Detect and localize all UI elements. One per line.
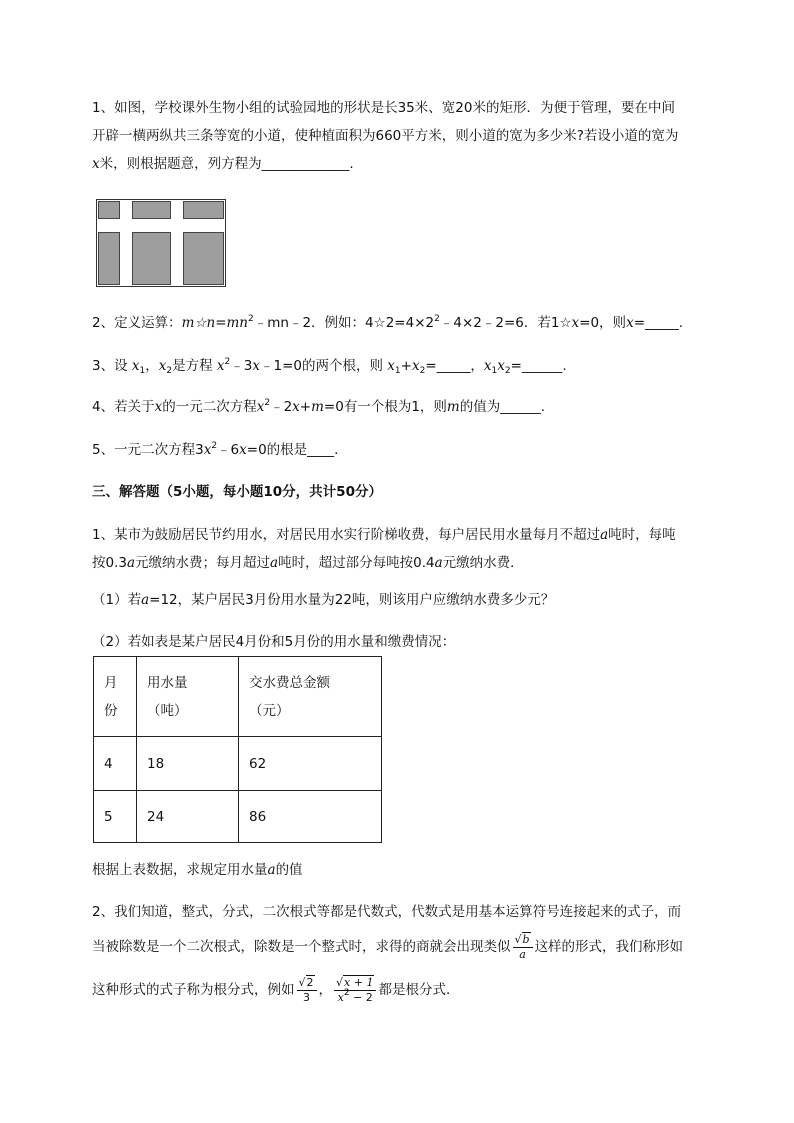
q2-end: =_____. xyxy=(633,315,684,331)
garden-plot xyxy=(132,201,171,219)
q3-sum-rest: =_____， xyxy=(425,358,484,374)
q3-mid: 是方程 xyxy=(172,358,213,374)
var-x: x xyxy=(497,358,505,374)
sqrt-sign: √b xyxy=(514,932,530,946)
p1-text: 的值 xyxy=(275,862,303,878)
p1-after xyxy=(92,856,742,884)
radicand: x + 1 xyxy=(344,975,374,989)
var-x: x xyxy=(256,399,265,415)
cell-month: 5 xyxy=(94,791,137,843)
q1-line3-text: 米，则根据题意，列方程为_____________. xyxy=(99,156,354,172)
var-a: a xyxy=(600,527,609,543)
radicand: 2 xyxy=(306,975,314,989)
q2-ex-rest: ﹣4×2﹣2=6．若1☆ xyxy=(439,315,572,331)
cell-usage: 24 xyxy=(137,791,239,843)
q2-mid: =0，则 xyxy=(579,315,627,331)
exp: 2 xyxy=(343,987,350,998)
fraction-sqrt-b-over-a xyxy=(513,933,533,962)
table-row xyxy=(94,737,382,791)
q2-def: m☆n=mn xyxy=(181,315,248,331)
garden-plot xyxy=(132,232,171,285)
table-cell xyxy=(137,657,239,737)
exp: 2 xyxy=(211,441,218,451)
question-5 xyxy=(92,436,742,464)
q3-eq-end: ﹣1=0的两个根，则 xyxy=(259,358,383,374)
q3-prefix: 3、设 xyxy=(92,358,128,374)
var-x: x xyxy=(216,358,225,374)
cell-fee: 86 xyxy=(239,791,382,843)
var-x: x xyxy=(626,315,634,331)
q5-prefix: 5、一元二次方程3 xyxy=(92,442,204,458)
var-x: x xyxy=(337,990,344,1004)
header-month: 月 xyxy=(104,674,118,691)
q2-def-rest: ﹣mn﹣2．例如：4☆2=4×2 xyxy=(253,315,435,331)
q5-end: =0的根是____. xyxy=(246,442,339,458)
var-x: x xyxy=(292,399,300,415)
denominator: a xyxy=(519,947,526,961)
q4-eq-end: =0有一个根为1，则 xyxy=(323,399,447,415)
var-m: m xyxy=(446,399,460,415)
table-header-row xyxy=(94,657,382,737)
q4-eq-rest: ﹣2 xyxy=(270,399,293,415)
q4-mid: 的一元二次方程 xyxy=(162,399,257,415)
garden-plot xyxy=(183,201,224,219)
comma: ， xyxy=(145,358,159,374)
p1-text: 按0.3 xyxy=(92,555,127,571)
p2-line1: 2、我们知道，整式，分式，二次根式等都是代数式，代数式是用基本运算符号连接起来的式子，而 xyxy=(92,904,682,920)
table-row xyxy=(94,791,382,843)
header-fee: 交水费总金额 xyxy=(249,674,330,691)
var-a: a xyxy=(126,555,136,571)
exp: 2 xyxy=(264,398,271,408)
sub: 1 xyxy=(139,366,146,376)
q1-line2: 开辟一横两纵共三条等宽的小道，使种植面积为660平方米，则小道的宽为多少米?若设小道的宽为 xyxy=(92,128,679,144)
cell-usage: 18 xyxy=(137,737,239,791)
var-m: m xyxy=(311,399,324,415)
garden-figure xyxy=(96,199,226,287)
denominator: 3 xyxy=(303,990,310,1004)
var-x: x xyxy=(92,156,100,172)
var-x: x xyxy=(203,442,212,458)
var-a: a xyxy=(141,592,150,608)
var-x: x xyxy=(239,442,247,458)
var-x: x xyxy=(411,358,420,374)
table-cell xyxy=(239,657,382,737)
water-table xyxy=(93,656,382,843)
p1-text: 元缴纳水费；每月超过 xyxy=(135,555,271,571)
exp: 2 xyxy=(248,314,254,324)
q3-prod-end: =______. xyxy=(510,358,567,374)
question-3: 3、设 $x_1$，$x_2$是方程 $x^2﹣3x﹣1=0$的两个根，则 $x_1+x_2=\_\_\_\_\_$，$x_1x_2=\_\_\_\_\_\_$. xyxy=(92,357,567,376)
table-cell xyxy=(94,657,137,737)
q1-line3 xyxy=(92,150,742,178)
question-4 xyxy=(92,393,742,421)
p1-line1 xyxy=(92,521,742,549)
p1-sub2: （2）若如表是某户居民4月份和5月份的用水量和缴费情况： xyxy=(92,634,456,650)
garden-plot xyxy=(98,201,120,219)
garden-plot xyxy=(98,232,120,285)
question-2 xyxy=(92,309,742,337)
sub: 2 xyxy=(504,366,511,376)
q1-line1: 1、如图，学校课外生物小组的试验园地的形状是长35米、宽20米的矩形．为便于管理，要在中间 xyxy=(92,100,675,116)
sqrt-sign: √x + 1 xyxy=(336,975,374,989)
sub: 1 xyxy=(394,366,401,376)
var-x: x xyxy=(483,358,492,374)
sqrt-sign: √2 xyxy=(298,975,314,989)
sub: 2 xyxy=(166,366,173,376)
var-x: x xyxy=(252,358,260,374)
fraction-sqrt-x-plus-1 xyxy=(334,976,376,1005)
var-x: x xyxy=(387,358,395,374)
p2-text: 这样的形式，我们称形如 xyxy=(534,939,684,955)
header-usage: 用水量 xyxy=(147,674,188,691)
exp: 2 xyxy=(224,357,231,367)
p1-text: 元缴纳水费． xyxy=(442,555,524,571)
var-a: a xyxy=(270,555,279,571)
var-a: a xyxy=(267,862,276,878)
p2-text: 都是根分式． xyxy=(378,982,460,998)
var-a: a xyxy=(434,555,443,571)
q2-prefix: 2、定义运算： xyxy=(92,315,182,331)
q4-end: 的值为______. xyxy=(459,399,546,415)
p2-text: ， xyxy=(318,982,333,998)
q3-eq-rest: ﹣3 xyxy=(230,358,253,374)
p1-text: =12，某户居民3月份用水量为22吨，则该用户应缴纳水费多少元？ xyxy=(149,592,555,608)
q4-prefix: 4、若关于 xyxy=(92,399,155,415)
var-x: x xyxy=(154,399,163,415)
fraction-sqrt2-over-3 xyxy=(297,976,317,1005)
problem-1 xyxy=(92,521,742,577)
cell-month: 4 xyxy=(94,737,137,791)
p1-text: 1、某市为鼓励居民节约用水，对居民用水实行阶梯收费，每户居民用水量每月不超过 xyxy=(92,527,601,543)
radicand: b xyxy=(522,932,530,946)
header-month: 份 xyxy=(104,702,118,719)
var-x: x xyxy=(571,315,580,331)
q5-mid: ﹣6 xyxy=(217,442,240,458)
denominator-rest: − 2 xyxy=(349,990,373,1004)
p2-line2 xyxy=(92,930,742,964)
p1-text: 吨时，每吨 xyxy=(608,527,676,543)
garden-plot xyxy=(183,232,224,285)
p1-sub1 xyxy=(92,586,742,614)
p2-text: 这种形式的式子称为根分式，例如 xyxy=(92,982,295,998)
sub: 2 xyxy=(419,366,426,376)
var-x: x xyxy=(131,358,140,374)
question-1 xyxy=(92,94,742,178)
header-fee-unit: （元） xyxy=(249,702,290,719)
cell-fee: 62 xyxy=(239,737,382,791)
p1-text: 吨时，超过部分每吨按0.4 xyxy=(278,555,435,571)
p1-line2 xyxy=(92,549,742,577)
section-title: 三、解答题（5小题，每小题10分，共计50分） xyxy=(92,484,382,500)
p2-line3 xyxy=(92,970,742,1010)
plus: + xyxy=(299,399,312,415)
sub: 1 xyxy=(491,366,498,376)
header-usage-unit: （吨） xyxy=(147,702,188,719)
p1-text: （1）若 xyxy=(92,592,142,608)
p1-text: 根据上表数据，求规定用水量 xyxy=(92,862,268,878)
p2-text: 当被除数是一个二次根式，除数是一个整式时，求得的商就会出现类似 xyxy=(92,939,511,955)
exp: 2 xyxy=(434,314,440,324)
var-x: x xyxy=(158,358,167,374)
